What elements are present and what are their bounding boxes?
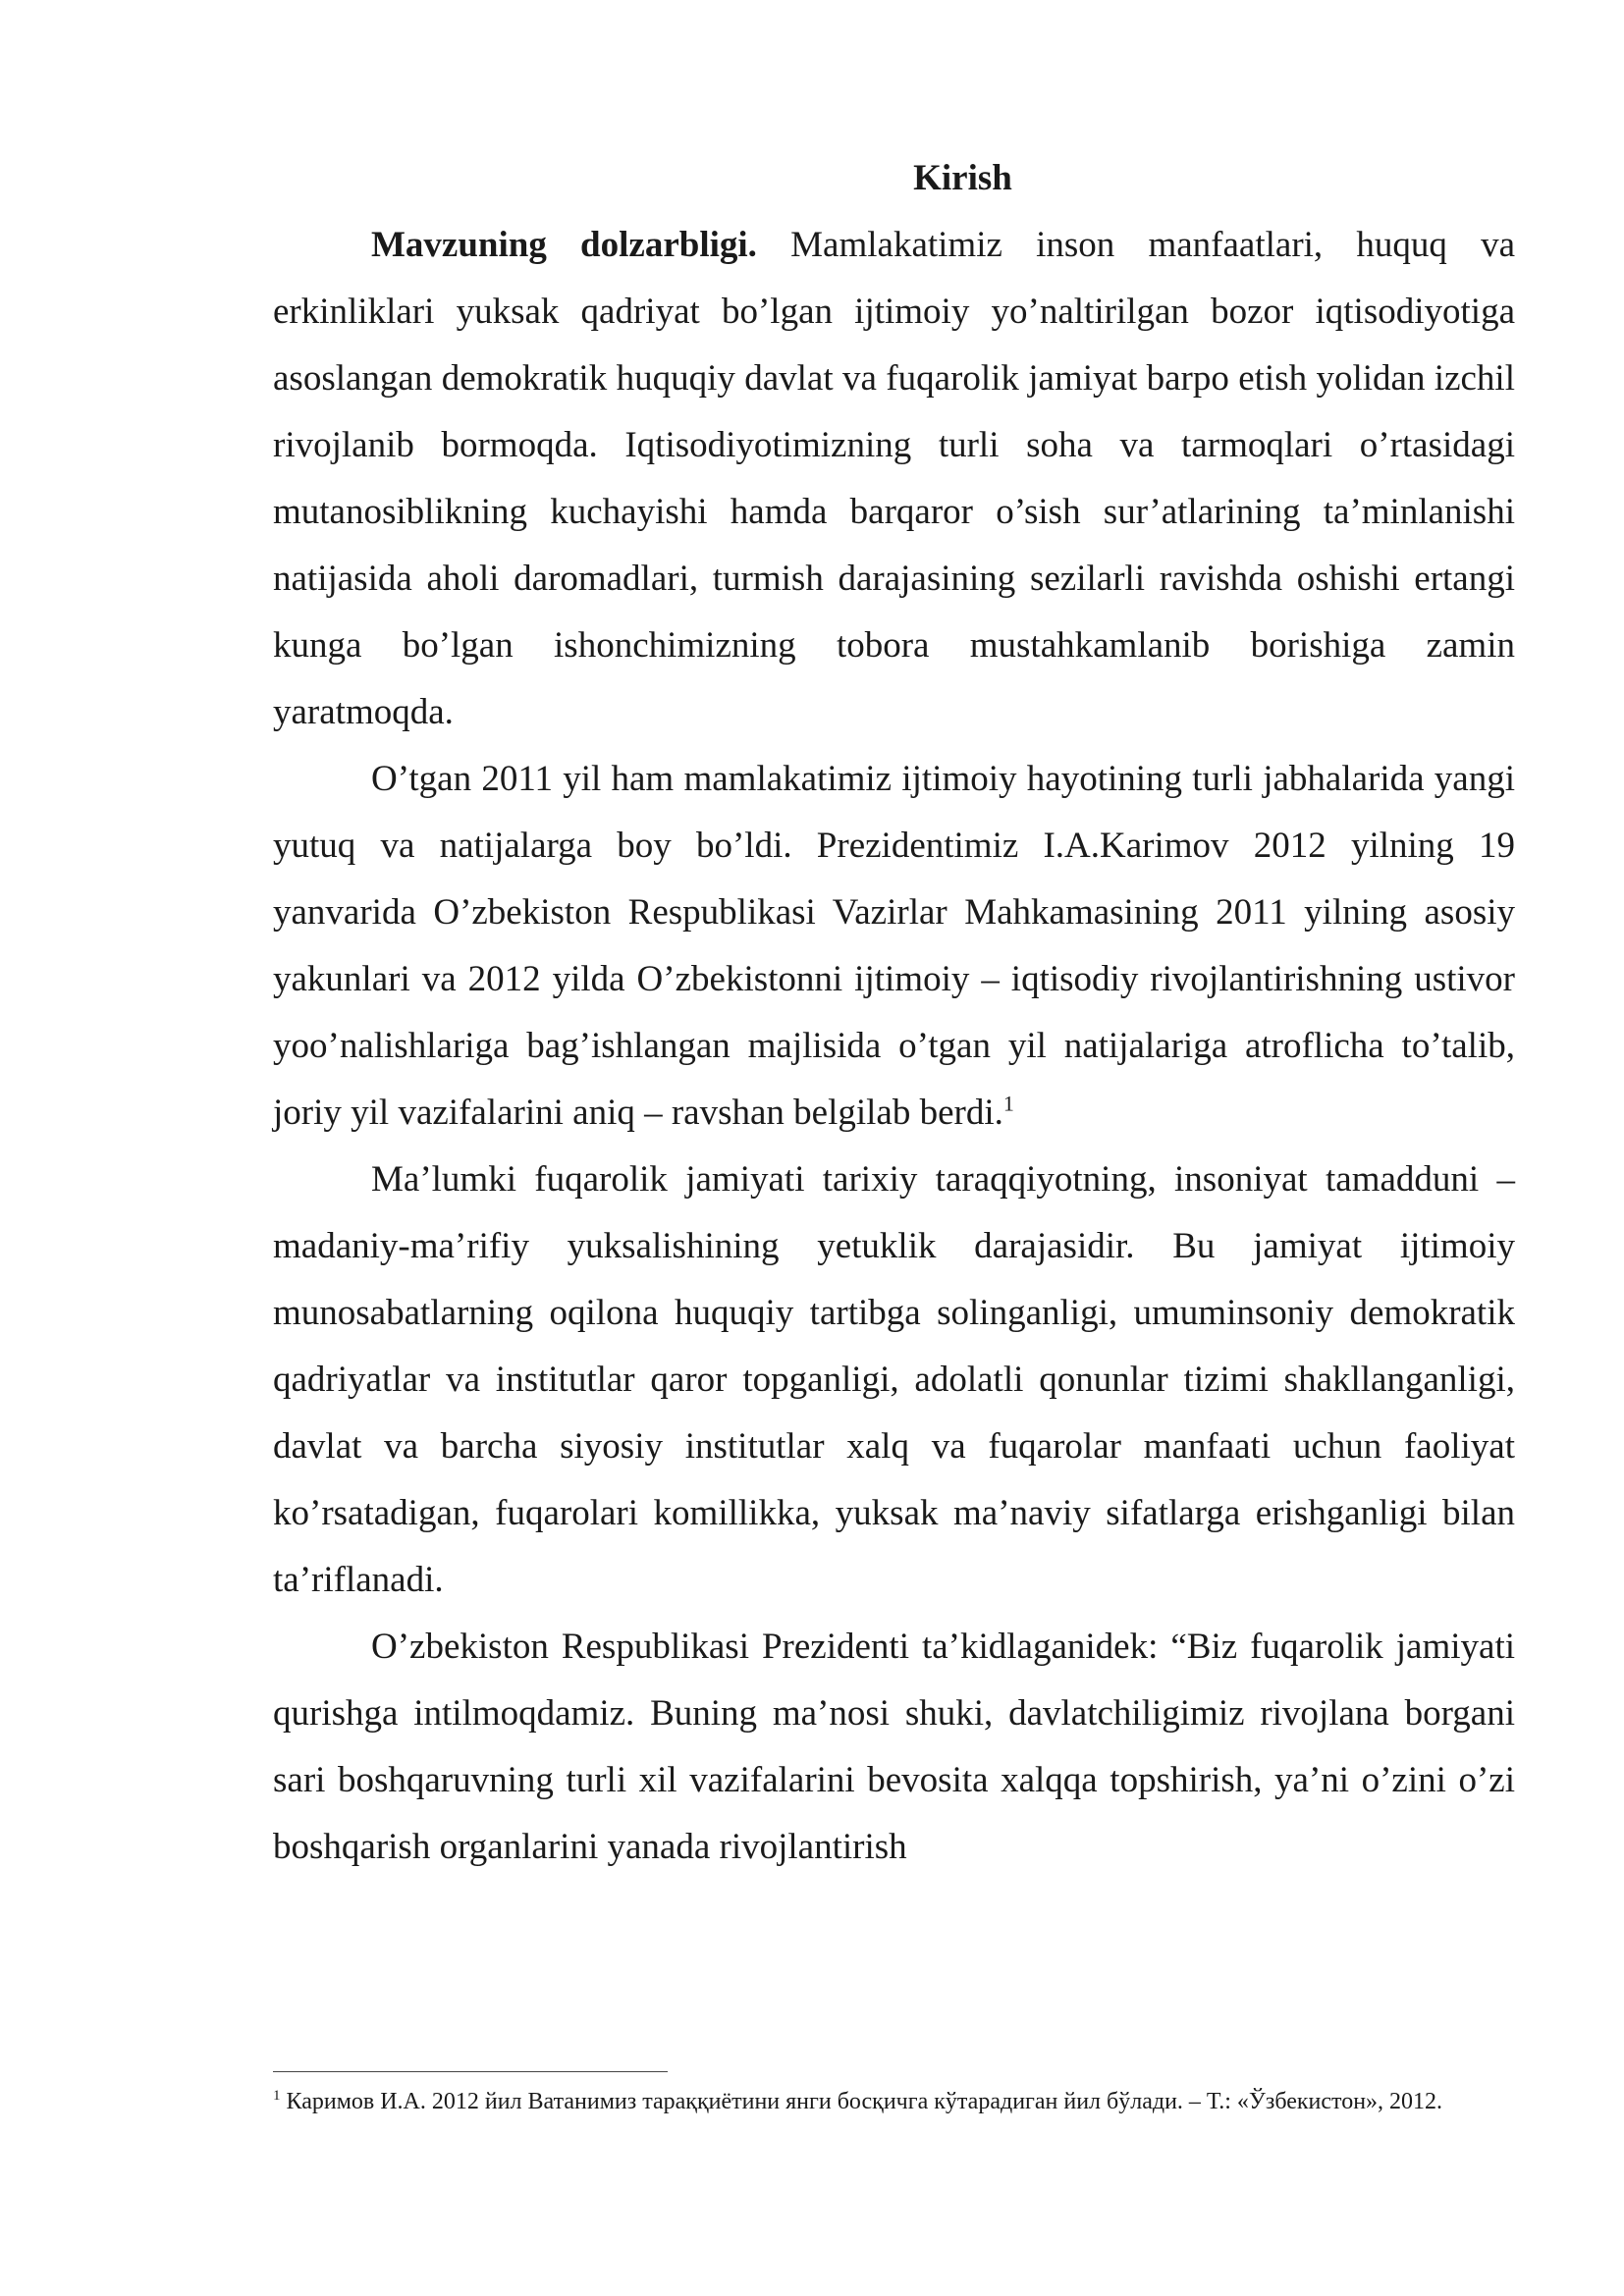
- paragraph-president-quote: [273, 1614, 1515, 1881]
- paragraph-text: O’zbekiston Respublikasi Prezidenti ta’kidlaganidek: “Biz fuqarolik jamiyati qurishga intilmoqdamiz. Buning ma’nosi shuki, davlatchiligimiz rivojlana borgani sari boshqaruvning turli xil vazifalarini bevosita xalqqa topshirish, ya’ni o’zini o’zi boshqarish organlarini yanada rivojlantirish: [273, 1627, 1515, 1867]
- page-title: Kirish: [913, 158, 1012, 198]
- body-text: [273, 145, 1515, 1881]
- footnote-marker: 1: [273, 2088, 281, 2104]
- footnote: [273, 2085, 1515, 2118]
- footnote-separator: [273, 2071, 668, 2072]
- paragraph-relevance: [273, 212, 1515, 746]
- paragraph-text: O’tgan 2011 yil ham mamlakatimiz ijtimoiy hayotining turli jabhalarida yangi yutuq va natijalarga boy bo’ldi. Prezidentimiz I.A.Karimov 2012 yilning 19 yanvarida O’zbekiston Respublikasi Vazirlar Mahkamasining 2011 yilning asosiy yakunlari va 2012 yilda O’zbekistonni ijtimoiy – iqtisodiy rivojlantirishning ustivor yoo’nalishlariga bag’ishlangan majlisida o’tgan yil natijalariga atroflicha to’talib, joriy yil vazifalarini aniq – ravshan belgilab berdi.: [273, 759, 1515, 1133]
- paragraph-2011: [273, 746, 1515, 1147]
- footnote-text: Каримов И.А. 2012 йил Ватанимиз тараққиётини янги босқичга кўтарадиган йил бўлади. – Т.: «Ўзбекистон», 2012.: [280, 2089, 1443, 2114]
- paragraph-text: Mamlakatimiz inson manfaatlari, huquq va erkinliklari yuksak qadriyat bo’lgan ijtimoiy yo’naltirilgan bozor iqtisodiyotiga asoslangan demokratik huquqiy davlat va fuqarolik jamiyat barpo etish yolidan izchil rivojlanib bormoqda. Iqtisodiyotimizning turli soha va tarmoqlari o’rtasidagi mutanosiblikning kuchayishi hamda barqaror o’sish sur’atlarining ta’minlanishi natijasida aholi daromadlari, turmish darajasining sezilarli ravishda oshishi ertangi kunga bo’lgan ishonchimizning tobora mustahkamlanib borishiga zamin yaratmoqda.: [273, 225, 1515, 732]
- paragraph-lead: Mavzuning dolzarbligi.: [371, 225, 757, 265]
- footnote-reference[interactable]: 1: [1002, 1091, 1014, 1116]
- paragraph-text: Ma’lumki fuqarolik jamiyati tarixiy taraqqiyotning, insoniyat tamadduni – madaniy-ma’rifiy yuksalishining yetuklik darajasidir. Bu jamiyat ijtimoiy munosabatlarning oqilona huquqiy tartibga solinganligi, umuminsoniy demokratik qadriyatlar va institutlar qaror topganligi, adolatli qonunlar tizimi shakllanganligi, davlat va barcha siyosiy institutlar xalq va fuqarolar manfaati uchun faoliyat ko’rsatadigan, fuqarolari komillikka, yuksak ma’naviy sifatlarga erishganligi bilan ta’riflanadi.: [273, 1159, 1515, 1600]
- paragraph-civil-society: [273, 1147, 1515, 1614]
